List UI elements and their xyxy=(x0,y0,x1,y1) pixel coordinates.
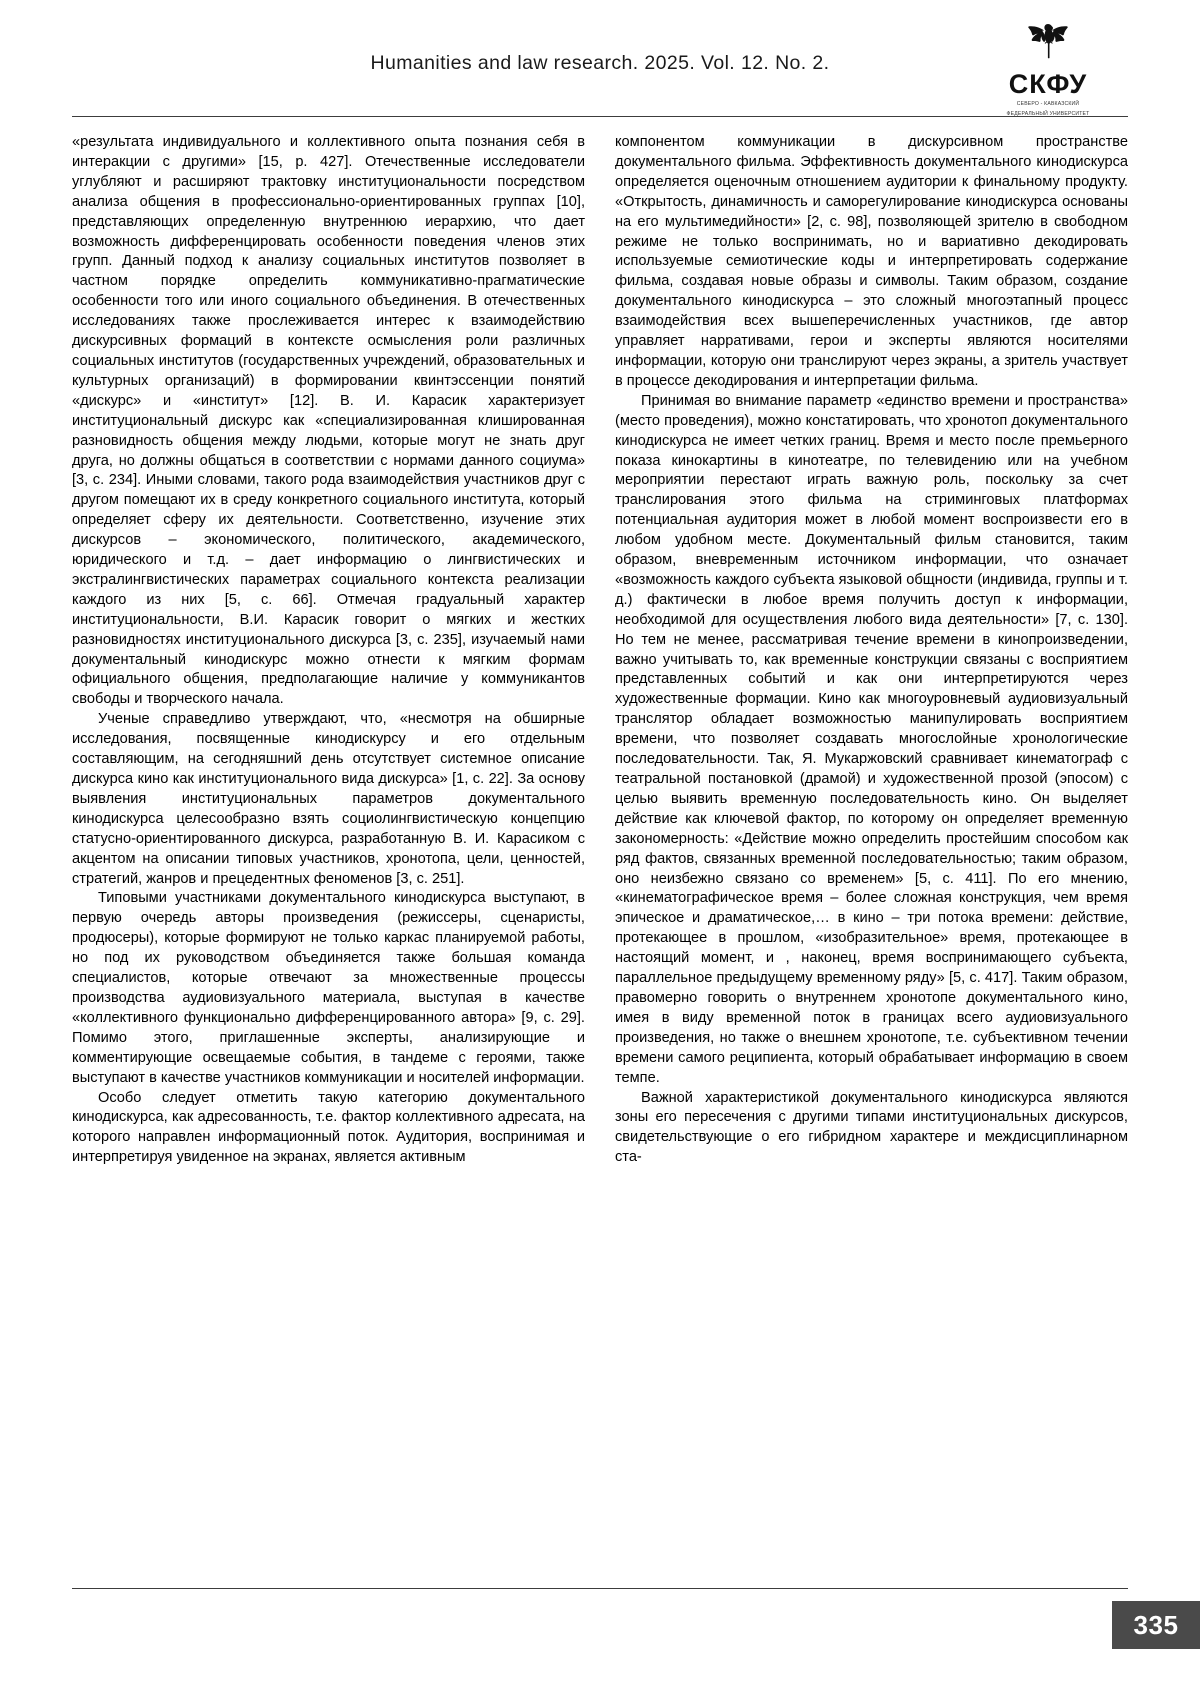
logo-subtitle-line-2: ФЕДЕРАЛЬНЫЙ УНИВЕРСИТЕТ xyxy=(1006,111,1090,118)
column-right xyxy=(615,133,1128,1513)
column-left xyxy=(72,133,585,1513)
logo-subtitle-line-1: СЕВЕРО - КАВКАЗСКИЙ xyxy=(1016,101,1080,107)
paragraph: Принимая во внимание параметр «единство времени и пространства» (место проведения), можно констатировать, что хронотоп документального кинодискурса не имеет четких границ. Время и место после премьерного показа кинокартины в кинотеатре, по телевидению или на учебном мероприятии перестают играть важную роль, поскольку за счет транслирования этого фильма на стриминговых платформах потенциальная аудитория может в любой момент воспроизвести его в любом удобном месте. Документальный фильм становится, таким образом, вневременным источником информации, что означает «возможность каждого субъекта языковой общности (индивида, группы и т. д.) фактически в любое время получить доступ к информации, необходимой для осуществления любого вида деятельности» [7, с. 130]. Но тем не менее, рассматривая течение времени в кинопроизведении, важно учитывать то, как временные конструкции связаны с восприятием представленных событий и как они интерпретируются через художественные формации. Кино как многоуровневый аудиовизуальный транслятор обладает возможностью манипулировать восприятием времени, что позволяет создавать многослойные хронологические последовательности. Так, Я. Мукаржовский сравнивает кинематограф с театральной постановкой (драмой) и художественной прозой (эпосом) с целью выявить временную последовательность кино. Он выделяет действие как ключевой фактор, по которому он определяет временную закономерность: «Действие можно определить простейшим способом как ряд фактов, связанных временной последовательностью; таким образом, оно неизбежно связано со временем» [5, с. 411]. По его мнению, «кинематографическое время – более сложная конструкция, чем время эпическое и драматическое,… в кино – три потока времени: действие, протекающее в прошлом, «изобразительное» время, протекающее в настоящий момент, и , наконец, время воспринимающего субъекта, параллельное предыдущему временному ряду» [5, с. 417]. Таким образом, правомерно говорить о внутреннем хронотопе документального кино, имея в виду временной поток в границах всего аудиовизуального произведения, но также о внешнем хронотопе, т.е. субъективном течении времени самого реципиента, который обрабатывает информацию в своем темпе. xyxy=(615,392,1128,1086)
paragraph: Типовыми участниками документального кинодискурса выступают, в первую очередь авторы произведения (режиссеры, сценаристы, продюсеры), которые формируют не только каркас планируемой работы, но под их руководством объединяется также большая команда специалистов, которые отвечают за множественные процессы производства аудиовизуального материала, выступая в качестве «коллективного функционально дифференцированного автора» [9, с. 29]. Помимо этого, приглашенные эксперты, анализирующие и комментирующие освещаемые события, в тандеме с героями, также выступают в качестве участников коммуникации и носителей информации. xyxy=(72,890,585,1086)
paragraph: Ученые справедливо утверждают, что, «несмотря на обширные исследования, посвященные кинодискурсу и его отдельным составляющим, на сегодняшний день отсутствует системное описание дискурса кино как институционального вида дискурса» [1, с. 22]. За основу выявления институциональных параметров документального кинодискурса целесообразно взять социолингвистическую концепцию статусно-ориентированного дискурса, разработанную В. И. Карасиком с акцентом на описании типовых участников, хронотопа, цели, ценностей, стратегий, жанров и прецедентных феноменов [3, с. 251]. xyxy=(72,711,585,887)
paragraph: «результата индивидуального и коллективного опыта познания себя в интеракции с другими» [15, p. 427]. Отечественные исследователи углубляют и расширяют трактовку институциональности посредством анализа общения в профессионально-ориентированных группах [10], представляющих определенную внутреннюю иерархию, что дает возможность дифференцировать особенности поведения членов этих групп. Данный подход к анализу социальных институтов позволяет в частном порядке определить коммуникативно-прагматические особенности того или иного социального объединения. В отечественных исследованиях также прослеживается интерес к взаимодействию дискурсивных формаций в контексте осмысления роли различных социальных институтов (государственных учреждений, образовательных и культурных организаций) в формировании квинтэссенции понятий «дискурс» и «институт» [12]. В. И. Карасик характеризует институциональный дискурс как «специализированная клишированная разновидность общения между людьми, которые могут не знать друг друга, но должны общаться в соответствии с нормами данного социума» [3, с. 234]. Иными словами, такого рода взаимодействия участников друг с другом помещают их в среду конкретного социального института, который определяет сферу их деятельности. Соответственно, изучение этих дискурсов – экономического, политического, академического, юридического и т.д. – дает информацию о лингвистических и экстралингвистических параметрах социального контекста реализации каждого из них [5, с. 66]. Отмечая градуальный характер институциональности, В.И. Карасик говорит о мягких и жестких разновидностях институционального дискурса [3, с. 235], изучаемый нами документальный кинодискурс можно отнести к мягким формам официального общения, предполагающие наличие у коммуникантов свободы и творческого начала. xyxy=(72,134,585,708)
page-number: 335 xyxy=(1112,1601,1200,1649)
logo-abbreviation: СКФУ xyxy=(1008,69,1088,99)
paragraph: Важной характеристикой документального кинодискурса являются зоны его пересечения с другими типами институциональных дискурсов, свидетельствующие о его гибридном характере и междисциплинарном ста- xyxy=(615,1089,1128,1166)
page-header xyxy=(72,0,1128,118)
journal-running-head: Humanities and law research. 2025. Vol. 12. No. 2. xyxy=(370,52,830,74)
paragraph: Особо следует отметить такую категорию документального кинодискурса, как адресованность, т.е. фактор коллективного адресата, на которого направлен информационный поток. Аудитория, воспринимая и интерпретируя увиденное на экранах, является активным xyxy=(72,1089,585,1166)
university-logo xyxy=(978,20,1118,118)
article-body xyxy=(72,133,1128,1513)
paragraph: компонентом коммуникации в дискурсивном пространстве документального фильма. Эффективность документального кинодискурса определяется оценочным отношением аудитории к финальному продукту. «Открытость, динамичность и саморегулирование кинодискурса основаны на его мультимедийности» [2, с. 98], позволяющей зрителю в свободном режиме не только воспринимать, но и вариативно декодировать используемые семиотические коды и интерпретировать содержание фильма, создавая новые образы и символы. Таким образом, создание документального кинодискурса – это сложный многоэтапный процесс взаимодействия всех вышеперечисленных участников, где автор управляет нарративами, герои и эксперты являются носителями информации, которую они транслируют через экраны, а зритель участвует в процессе декодирования и интерпретации фильма. xyxy=(615,134,1128,389)
footer-divider xyxy=(72,1588,1128,1589)
eagle-emblem-icon xyxy=(978,20,1118,69)
header-divider xyxy=(72,116,1128,117)
